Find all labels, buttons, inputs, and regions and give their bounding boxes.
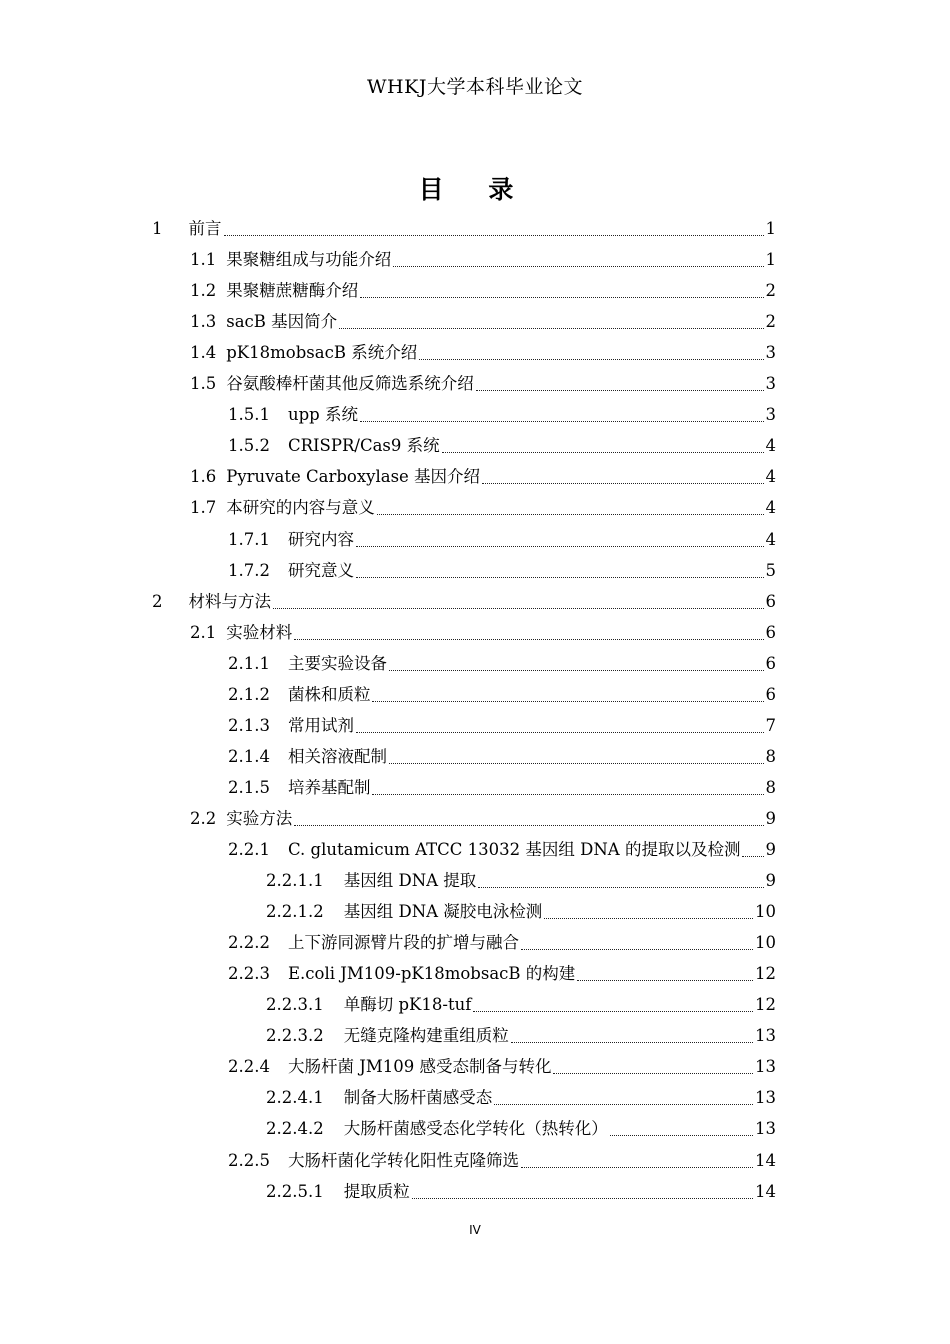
toc-entry-number: 1.7.1 (228, 529, 270, 549)
toc-leader-dots (577, 980, 753, 981)
toc-entry[interactable] (0, 430, 950, 461)
toc-entry-title: 材料与方法 (188, 591, 271, 611)
toc-entry[interactable] (0, 803, 950, 834)
toc-leader-dots (544, 918, 753, 919)
toc-entry-title: 研究意义 (287, 560, 354, 580)
toc-entry-title: 谷氨酸棒杆菌其他反筛选系统介绍 (226, 374, 474, 394)
toc-entry-title: 上下游同源臂片段的扩增与融合 (287, 933, 519, 953)
toc-leader-dots (478, 887, 763, 888)
toc-entry[interactable] (0, 958, 950, 989)
toc-entry-title: 前言 (188, 219, 222, 238)
page-number: IV (469, 1223, 481, 1237)
toc-entry[interactable] (0, 337, 950, 368)
toc-leader-dots (482, 483, 763, 484)
toc-entry-title: 基因组 DNA 凝胶电泳检测 (343, 902, 543, 922)
toc-entry-number: 1 (152, 219, 163, 238)
toc-entry-page: 13 (755, 1026, 776, 1046)
toc-entry[interactable] (0, 306, 950, 337)
toc-leader-dots (389, 670, 764, 671)
toc-entry-number: 2.2.4.2 (266, 1119, 324, 1139)
toc-entry-page: 8 (765, 777, 776, 797)
toc-entry-page: 7 (765, 715, 776, 735)
toc-entry-title: 大肠杆菌感受态化学转化（热转化） (343, 1119, 608, 1139)
toc-entry-page: 3 (765, 374, 776, 394)
toc-entry[interactable] (0, 275, 950, 306)
toc-entry-title: 本研究的内容与意义 (226, 498, 375, 518)
toc-entry-title: 常用试剂 (287, 715, 354, 735)
toc-entry-page: 2 (765, 312, 776, 332)
toc-leader-dots (742, 856, 763, 857)
toc-entry-title: 基因组 DNA 提取 (343, 871, 477, 891)
toc-leader-dots (476, 390, 764, 391)
toc-entry-title: 果聚糖蔗糖酶介绍 (226, 281, 359, 301)
toc-leader-dots (372, 794, 763, 795)
toc-entry-title: 制备大肠杆菌感受态 (343, 1088, 493, 1108)
toc-entry-title: 大肠杆菌 JM109 感受态制备与转化 (287, 1057, 552, 1077)
toc-entry-title: 相关溶液配制 (287, 746, 387, 766)
page-header: WHKJ大学本科毕业论文 (367, 76, 583, 98)
toc-entry-title: 果聚糖组成与功能介绍 (226, 250, 392, 270)
toc-entry-page: 8 (765, 746, 776, 766)
toc-entry-number: 2.2.2 (228, 933, 270, 953)
toc-title: 目 录 (418, 175, 532, 204)
toc-entry-number: 1.4 (190, 343, 217, 363)
toc-leader-dots (412, 1198, 753, 1199)
toc-leader-dots (521, 949, 753, 950)
toc-entry-page: 1 (765, 219, 776, 238)
toc-leader-dots (294, 639, 763, 640)
toc-entry-page: 6 (765, 591, 776, 611)
toc-entry[interactable] (0, 586, 950, 617)
toc-leader-dots (360, 297, 763, 298)
toc-entry-page: 1 (765, 250, 776, 270)
toc-entry-page: 13 (755, 1119, 776, 1139)
toc-leader-dots (553, 1073, 753, 1074)
toc-entry-number: 2.2.3.1 (266, 995, 324, 1015)
toc-entry-page: 12 (755, 995, 776, 1015)
toc-entry-number: 1.2 (190, 281, 217, 301)
toc-entry-number: 2.2.1.2 (266, 902, 324, 922)
toc-entry-number: 2.2.5 (228, 1150, 270, 1170)
toc-entry-number: 2.2.3.2 (266, 1026, 324, 1046)
toc-leader-dots (511, 1042, 753, 1043)
toc-entry[interactable] (0, 679, 950, 710)
toc-entry-number: 1.5.2 (228, 436, 270, 456)
toc-leader-dots (393, 266, 763, 267)
toc-entry-page: 12 (755, 964, 776, 984)
toc-entry-page: 4 (765, 436, 776, 456)
toc-entry-title: upp 系统 (287, 405, 358, 425)
toc-leader-dots (224, 235, 764, 236)
toc-entry[interactable] (0, 1113, 950, 1144)
toc-leader-dots (419, 359, 763, 360)
toc-entry-title: pK18mobsacB 系统介绍 (226, 343, 418, 363)
toc-entry-page: 6 (765, 622, 776, 642)
toc-entry[interactable] (0, 461, 950, 492)
toc-entry-number: 1.7 (190, 498, 217, 518)
toc-entry-page: 5 (765, 560, 776, 580)
toc-entry-page: 9 (765, 840, 776, 859)
toc-entry[interactable] (0, 710, 950, 741)
toc-entry[interactable] (0, 1082, 950, 1113)
toc-entry-page: 2 (765, 281, 776, 301)
toc-entry-number: 1.1 (190, 250, 217, 270)
toc-entry[interactable] (0, 1020, 950, 1051)
toc-entry[interactable] (0, 492, 950, 523)
toc-entry-title: E.coli JM109-pK18mobsacB 的构建 (287, 964, 576, 984)
toc-entry-number: 1.3 (190, 312, 217, 332)
toc-entry[interactable] (0, 555, 950, 586)
toc-entry-number: 2.1.2 (228, 684, 270, 704)
toc-entry-title: 提取质粒 (343, 1181, 410, 1201)
toc-entry-page: 10 (755, 902, 776, 922)
toc-entry[interactable] (0, 896, 950, 927)
toc-entry-page: 10 (755, 933, 776, 953)
toc-entry[interactable] (0, 865, 950, 896)
toc-entry-page: 3 (765, 343, 776, 363)
toc-entry[interactable] (0, 524, 950, 555)
toc-entry-number: 2.1.5 (228, 777, 270, 797)
toc-entry-page: 6 (765, 684, 776, 704)
toc-entry[interactable] (0, 244, 950, 275)
toc-entry-title: 实验方法 (226, 808, 293, 828)
toc-entry-title: 研究内容 (287, 529, 354, 549)
toc-leader-dots (372, 701, 763, 702)
toc-entry-title: sacB 基因简介 (226, 312, 338, 332)
toc-entry[interactable] (0, 1145, 950, 1176)
toc-entry[interactable] (0, 368, 950, 399)
toc-leader-dots (339, 328, 763, 329)
toc-entry-number: 2 (152, 591, 163, 611)
toc-entry-page: 13 (755, 1057, 776, 1077)
toc-entry-number: 2.2.1.1 (266, 871, 324, 891)
toc-entry[interactable] (0, 989, 950, 1020)
toc-entry-number: 1.5.1 (228, 405, 270, 425)
toc-entry-page: 9 (765, 871, 776, 891)
toc-entry-page: 9 (765, 808, 776, 828)
toc-entry[interactable] (0, 399, 950, 430)
toc-entry[interactable] (0, 772, 950, 803)
toc-entry-title: 无缝克隆构建重组质粒 (343, 1026, 509, 1046)
toc-entry[interactable] (0, 834, 950, 865)
toc-entry[interactable] (0, 617, 950, 648)
toc-entry-title: C. glutamicum ATCC 13032 基因组 DNA 的提取以及检测 (287, 840, 741, 859)
toc-entry-title: CRISPR/Cas9 系统 (287, 436, 440, 456)
toc-entry-number: 2.2.5.1 (266, 1181, 324, 1201)
toc-entry-number: 2.1.1 (228, 653, 270, 673)
toc-entry-number: 2.2 (190, 808, 217, 828)
toc-entry-page: 4 (765, 498, 776, 518)
toc-entry-page: 13 (755, 1088, 776, 1108)
toc-leader-dots (442, 452, 764, 453)
toc-entry-number: 1.7.2 (228, 560, 270, 580)
toc-entry-number: 2.2.4.1 (266, 1088, 324, 1108)
toc-entry-number: 1.6 (190, 467, 217, 487)
toc-entry-number: 2.1.4 (228, 746, 270, 766)
toc-leader-dots (521, 1167, 753, 1168)
toc-leader-dots (494, 1104, 753, 1105)
toc-leader-dots (356, 732, 764, 733)
toc-entry-title: 实验材料 (226, 622, 293, 642)
toc-leader-dots (473, 1011, 753, 1012)
toc-leader-dots (610, 1135, 753, 1136)
toc-entry-number: 1.5 (190, 374, 217, 394)
toc-entry-page: 14 (755, 1181, 776, 1201)
toc-entry-page: 3 (765, 405, 776, 425)
toc-entry-title: Pyruvate Carboxylase 基因介绍 (226, 467, 481, 487)
toc-entry-number: 2.2.4 (228, 1057, 270, 1077)
toc-entry-title: 大肠杆菌化学转化阳性克隆筛选 (287, 1150, 519, 1170)
toc-leader-dots (356, 577, 764, 578)
toc-entry[interactable] (0, 927, 950, 958)
toc-entry-title: 主要实验设备 (287, 653, 387, 673)
toc-leader-dots (356, 546, 764, 547)
toc-entry-number: 2.2.1 (228, 840, 270, 859)
toc-entry[interactable] (0, 1051, 950, 1082)
toc-entry-title: 菌株和质粒 (287, 684, 371, 704)
toc-entry-page: 4 (765, 467, 776, 487)
toc-entry[interactable] (0, 741, 950, 772)
toc-leader-dots (360, 421, 764, 422)
toc-entry-number: 2.1 (190, 622, 217, 642)
toc-entry-page: 6 (765, 653, 776, 673)
toc-leader-dots (377, 514, 764, 515)
toc-entry-number: 2.2.3 (228, 964, 270, 984)
toc-entry[interactable] (0, 1176, 950, 1207)
toc-leader-dots (389, 763, 764, 764)
toc-entry[interactable] (0, 648, 950, 679)
toc-entry-page: 4 (765, 529, 776, 549)
toc-entry-page: 14 (755, 1150, 776, 1170)
toc-entry-number: 2.1.3 (228, 715, 270, 735)
toc-entry-title: 培养基配制 (287, 777, 371, 797)
toc-leader-dots (294, 825, 763, 826)
toc-entry-title: 单酶切 pK18-tuf (343, 995, 472, 1015)
toc-entry[interactable] (0, 213, 950, 244)
toc-leader-dots (273, 608, 764, 609)
